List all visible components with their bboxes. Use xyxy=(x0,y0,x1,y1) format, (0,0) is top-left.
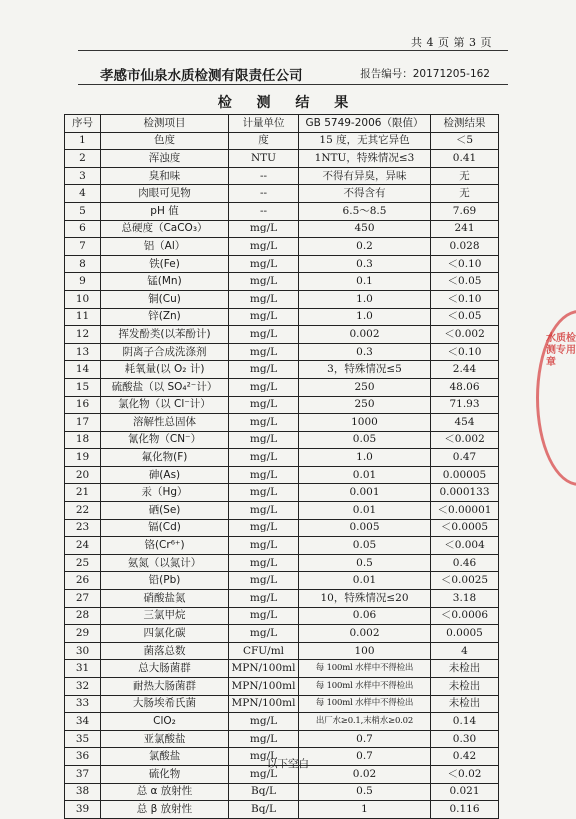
cell-unit: 度 xyxy=(229,132,299,150)
cell-result: 0.42 xyxy=(431,748,499,766)
cell-item: 三氯甲烷 xyxy=(101,607,229,625)
cell-standard: 每 100ml 水样中不得检出 xyxy=(299,695,431,713)
cell-standard: 0.002 xyxy=(299,326,431,344)
cell-standard: 0.001 xyxy=(299,484,431,502)
table-row xyxy=(65,783,499,801)
cell-unit: NTU xyxy=(229,150,299,168)
cell-unit: Bq/L xyxy=(229,783,299,801)
footer-note: 以下空白 xyxy=(267,758,309,770)
cell-item: 总大肠菌群 xyxy=(101,660,229,678)
cell-result: 无 xyxy=(431,185,499,203)
cell-standard: 100 xyxy=(299,642,431,660)
cell-standard: 250 xyxy=(299,378,431,396)
cell-standard: 不得有异臭，异味 xyxy=(299,167,431,185)
cell-item: 汞（Hg） xyxy=(101,484,229,502)
cell-result: 未检出 xyxy=(431,660,499,678)
cell-standard: 1.0 xyxy=(299,449,431,467)
cell-unit: -- xyxy=(229,185,299,203)
cell-index: 13 xyxy=(65,343,101,361)
cell-item: 菌落总数 xyxy=(101,642,229,660)
cell-item: 挥发酚类(以苯酚计) xyxy=(101,326,229,344)
cell-index: 32 xyxy=(65,678,101,696)
cell-index: 14 xyxy=(65,361,101,379)
cell-standard: 0.1 xyxy=(299,273,431,291)
table-row xyxy=(65,343,499,361)
cell-standard: 不得含有 xyxy=(299,185,431,203)
cell-standard: 0.3 xyxy=(299,343,431,361)
cell-unit: mg/L xyxy=(229,537,299,555)
column-header-result: 检测结果 xyxy=(431,115,499,133)
cell-unit: -- xyxy=(229,202,299,220)
table-row xyxy=(65,801,499,819)
cell-unit: mg/L xyxy=(229,484,299,502)
cell-unit: mg/L xyxy=(229,572,299,590)
cell-unit: MPN/100ml xyxy=(229,660,299,678)
cell-index: 23 xyxy=(65,519,101,537)
table-row xyxy=(65,678,499,696)
cell-standard: 0.3 xyxy=(299,255,431,273)
cell-item: 铝（Al） xyxy=(101,238,229,256)
table-row xyxy=(65,590,499,608)
report-number: 报告编号：20171205-162 xyxy=(360,68,490,80)
cell-item: 浑浊度 xyxy=(101,150,229,168)
cell-result: 2.44 xyxy=(431,361,499,379)
cell-standard: 0.7 xyxy=(299,730,431,748)
table-row xyxy=(65,378,499,396)
cell-item: 硫酸盐（以 SO₄²⁻计） xyxy=(101,378,229,396)
cell-standard: 0.05 xyxy=(299,537,431,555)
cell-item: 氨氮（以氮计） xyxy=(101,554,229,572)
table-row xyxy=(65,713,499,731)
cell-item: 氰化物（CN⁻） xyxy=(101,431,229,449)
cell-standard: 15 度，无其它异色 xyxy=(299,132,431,150)
cell-unit: -- xyxy=(229,167,299,185)
cell-standard: 0.5 xyxy=(299,554,431,572)
cell-item: 镉(Cd) xyxy=(101,519,229,537)
cell-standard: 450 xyxy=(299,220,431,238)
cell-unit: mg/L xyxy=(229,361,299,379)
cell-item: 氯化物（以 Cl⁻计） xyxy=(101,396,229,414)
cell-result: 无 xyxy=(431,167,499,185)
cell-item: pH 值 xyxy=(101,202,229,220)
table-row xyxy=(65,502,499,520)
cell-unit: mg/L xyxy=(229,449,299,467)
cell-standard: 1NTU，特殊情况≤3 xyxy=(299,150,431,168)
column-header-index: 序号 xyxy=(65,115,101,133)
cell-result: 0.116 xyxy=(431,801,499,819)
table-row xyxy=(65,290,499,308)
cell-unit: mg/L xyxy=(229,590,299,608)
cell-result: ＜0.10 xyxy=(431,255,499,273)
table-row xyxy=(65,449,499,467)
cell-item: 锰(Mn) xyxy=(101,273,229,291)
cell-standard: 0.06 xyxy=(299,607,431,625)
cell-unit: mg/L xyxy=(229,220,299,238)
cell-index: 31 xyxy=(65,660,101,678)
cell-index: 25 xyxy=(65,554,101,572)
cell-unit: mg/L xyxy=(229,414,299,432)
cell-standard: 0.7 xyxy=(299,748,431,766)
cell-unit: mg/L xyxy=(229,255,299,273)
cell-result: ＜0.05 xyxy=(431,273,499,291)
cell-standard: 0.02 xyxy=(299,765,431,783)
cell-result: ＜0.10 xyxy=(431,343,499,361)
cell-item: 耗氧量(以 O₂ 计) xyxy=(101,361,229,379)
cell-unit: mg/L xyxy=(229,554,299,572)
cell-unit: mg/L xyxy=(229,748,299,766)
cell-index: 5 xyxy=(65,202,101,220)
header-rule xyxy=(78,50,508,51)
cell-index: 17 xyxy=(65,414,101,432)
cell-index: 18 xyxy=(65,431,101,449)
cell-result: ＜0.002 xyxy=(431,431,499,449)
cell-item: 氟化物(F) xyxy=(101,449,229,467)
cell-standard: 0.01 xyxy=(299,572,431,590)
cell-index: 15 xyxy=(65,378,101,396)
cell-result: ＜0.004 xyxy=(431,537,499,555)
table-row xyxy=(65,431,499,449)
cell-index: 19 xyxy=(65,449,101,467)
cell-unit: mg/L xyxy=(229,238,299,256)
cell-standard: 0.01 xyxy=(299,466,431,484)
cell-result: 0.46 xyxy=(431,554,499,572)
table-row xyxy=(65,273,499,291)
cell-unit: CFU/ml xyxy=(229,642,299,660)
cell-index: 34 xyxy=(65,713,101,731)
cell-index: 9 xyxy=(65,273,101,291)
stamp-text: 水质检测专用章 xyxy=(546,333,576,368)
cell-unit: mg/L xyxy=(229,378,299,396)
cell-index: 4 xyxy=(65,185,101,203)
cell-index: 6 xyxy=(65,220,101,238)
cell-item: 铅(Pb) xyxy=(101,572,229,590)
cell-item: 铬(Cr⁶⁺) xyxy=(101,537,229,555)
cell-unit: mg/L xyxy=(229,326,299,344)
cell-item: 臭和味 xyxy=(101,167,229,185)
table-row xyxy=(65,255,499,273)
table-row xyxy=(65,202,499,220)
cell-result: 0.00005 xyxy=(431,466,499,484)
cell-item: 溶解性总固体 xyxy=(101,414,229,432)
table-row xyxy=(65,695,499,713)
cell-unit: mg/L xyxy=(229,308,299,326)
cell-index: 20 xyxy=(65,466,101,484)
cell-result: 0.41 xyxy=(431,150,499,168)
cell-item: 砷(As) xyxy=(101,466,229,484)
cell-index: 29 xyxy=(65,625,101,643)
table-row xyxy=(65,554,499,572)
cell-result: 0.14 xyxy=(431,713,499,731)
cell-result: ＜0.05 xyxy=(431,308,499,326)
cell-index: 1 xyxy=(65,132,101,150)
table-row xyxy=(65,414,499,432)
table-row xyxy=(65,730,499,748)
table-row xyxy=(65,484,499,502)
cell-index: 36 xyxy=(65,748,101,766)
cell-index: 26 xyxy=(65,572,101,590)
cell-index: 35 xyxy=(65,730,101,748)
cell-result: 3.18 xyxy=(431,590,499,608)
cell-standard: 0.01 xyxy=(299,502,431,520)
cell-standard: 每 100ml 水样中不得检出 xyxy=(299,678,431,696)
results-table xyxy=(64,114,499,819)
cell-result: ＜0.002 xyxy=(431,326,499,344)
cell-index: 16 xyxy=(65,396,101,414)
cell-item: 肉眼可见物 xyxy=(101,185,229,203)
table-row xyxy=(65,238,499,256)
table-row xyxy=(65,361,499,379)
cell-item: 大肠埃希氏菌 xyxy=(101,695,229,713)
cell-standard: 1 xyxy=(299,801,431,819)
cell-result: 241 xyxy=(431,220,499,238)
cell-standard: 0.002 xyxy=(299,625,431,643)
table-row xyxy=(65,396,499,414)
cell-result: 0.30 xyxy=(431,730,499,748)
cell-index: 12 xyxy=(65,326,101,344)
cell-result: 4 xyxy=(431,642,499,660)
cell-index: 21 xyxy=(65,484,101,502)
cell-result: 0.028 xyxy=(431,238,499,256)
cell-item: 耐热大肠菌群 xyxy=(101,678,229,696)
cell-index: 39 xyxy=(65,801,101,819)
cell-item: 铁(Fe) xyxy=(101,255,229,273)
cell-unit: mg/L xyxy=(229,466,299,484)
cell-result: 0.021 xyxy=(431,783,499,801)
table-row xyxy=(65,308,499,326)
cell-index: 2 xyxy=(65,150,101,168)
cell-item: 阴离子合成洗涤剂 xyxy=(101,343,229,361)
cell-result: 未检出 xyxy=(431,678,499,696)
cell-standard: 10，特殊情况≤20 xyxy=(299,590,431,608)
cell-item: 总 α 放射性 xyxy=(101,783,229,801)
table-row xyxy=(65,519,499,537)
cell-result: ＜0.02 xyxy=(431,765,499,783)
cell-standard: 6.5～8.5 xyxy=(299,202,431,220)
cell-result: ＜0.0025 xyxy=(431,572,499,590)
cell-unit: MPN/100ml xyxy=(229,695,299,713)
cell-item: 硝酸盐氮 xyxy=(101,590,229,608)
cell-index: 3 xyxy=(65,167,101,185)
table-row xyxy=(65,660,499,678)
cell-result: ＜0.00001 xyxy=(431,502,499,520)
table-row xyxy=(65,167,499,185)
cell-item: 总硬度（CaCO₃） xyxy=(101,220,229,238)
cell-standard: 0.5 xyxy=(299,783,431,801)
cell-result: 454 xyxy=(431,414,499,432)
cell-result: ＜0.0005 xyxy=(431,519,499,537)
table-header-row xyxy=(65,115,499,133)
cell-result: 71.93 xyxy=(431,396,499,414)
cell-unit: mg/L xyxy=(229,730,299,748)
cell-item: 色度 xyxy=(101,132,229,150)
cell-unit: mg/L xyxy=(229,431,299,449)
cell-unit: mg/L xyxy=(229,519,299,537)
cell-item: 氯酸盐 xyxy=(101,748,229,766)
cell-unit: mg/L xyxy=(229,343,299,361)
cell-index: 38 xyxy=(65,783,101,801)
cell-result: ＜0.0006 xyxy=(431,607,499,625)
table-row xyxy=(65,572,499,590)
table-row xyxy=(65,132,499,150)
cell-unit: mg/L xyxy=(229,396,299,414)
table-row xyxy=(65,466,499,484)
page-counter: 共 4 页 第 3 页 xyxy=(411,36,492,49)
cell-unit: mg/L xyxy=(229,502,299,520)
cell-item: 锌(Zn) xyxy=(101,308,229,326)
company-name: 孝感市仙泉水质检测有限责任公司 xyxy=(100,68,303,84)
table-row xyxy=(65,220,499,238)
cell-unit: Bq/L xyxy=(229,801,299,819)
cell-standard: 250 xyxy=(299,396,431,414)
cell-index: 7 xyxy=(65,238,101,256)
cell-standard: 1.0 xyxy=(299,308,431,326)
cell-item: 亚氯酸盐 xyxy=(101,730,229,748)
cell-unit: mg/L xyxy=(229,713,299,731)
cell-unit: MPN/100ml xyxy=(229,678,299,696)
table-row xyxy=(65,607,499,625)
cell-index: 10 xyxy=(65,290,101,308)
cell-standard: 0.2 xyxy=(299,238,431,256)
cell-unit: mg/L xyxy=(229,765,299,783)
cell-result: ＜5 xyxy=(431,132,499,150)
cell-result: 0.0005 xyxy=(431,625,499,643)
column-header-item: 检测项目 xyxy=(101,115,229,133)
table-body xyxy=(65,132,499,818)
cell-unit: mg/L xyxy=(229,290,299,308)
cell-index: 27 xyxy=(65,590,101,608)
cell-result: 0.47 xyxy=(431,449,499,467)
table-row xyxy=(65,642,499,660)
cell-standard: 每 100ml 水样中不得检出 xyxy=(299,660,431,678)
cell-unit: mg/L xyxy=(229,607,299,625)
cell-index: 11 xyxy=(65,308,101,326)
cell-standard: 出厂水≥0.1,末梢水≥0.02 xyxy=(299,713,431,731)
cell-result: 48.06 xyxy=(431,378,499,396)
cell-item: 四氯化碳 xyxy=(101,625,229,643)
cell-standard: 0.05 xyxy=(299,431,431,449)
cell-unit: mg/L xyxy=(229,273,299,291)
cell-standard: 3，特殊情况≤5 xyxy=(299,361,431,379)
table-row xyxy=(65,326,499,344)
cell-index: 33 xyxy=(65,695,101,713)
report-rule xyxy=(78,84,508,85)
table-row xyxy=(65,625,499,643)
page-title: 检 测 结 果 xyxy=(217,95,359,111)
cell-item: 硒(Se) xyxy=(101,502,229,520)
cell-item: 总 β 放射性 xyxy=(101,801,229,819)
column-header-unit: 计量单位 xyxy=(229,115,299,133)
table-row xyxy=(65,185,499,203)
column-header-standard: GB 5749-2006（限值） xyxy=(299,115,431,133)
cell-item: ClO₂ xyxy=(101,713,229,731)
cell-standard: 0.005 xyxy=(299,519,431,537)
table-row xyxy=(65,150,499,168)
cell-index: 8 xyxy=(65,255,101,273)
cell-result: ＜0.10 xyxy=(431,290,499,308)
cell-item: 硫化物 xyxy=(101,765,229,783)
cell-item: 铜(Cu) xyxy=(101,290,229,308)
cell-result: 0.000133 xyxy=(431,484,499,502)
cell-result: 7.69 xyxy=(431,202,499,220)
cell-standard: 1000 xyxy=(299,414,431,432)
cell-index: 37 xyxy=(65,765,101,783)
cell-index: 22 xyxy=(65,502,101,520)
cell-standard: 1.0 xyxy=(299,290,431,308)
cell-result: 未检出 xyxy=(431,695,499,713)
cell-index: 24 xyxy=(65,537,101,555)
cell-index: 30 xyxy=(65,642,101,660)
table-row xyxy=(65,537,499,555)
cell-unit: mg/L xyxy=(229,625,299,643)
cell-index: 28 xyxy=(65,607,101,625)
